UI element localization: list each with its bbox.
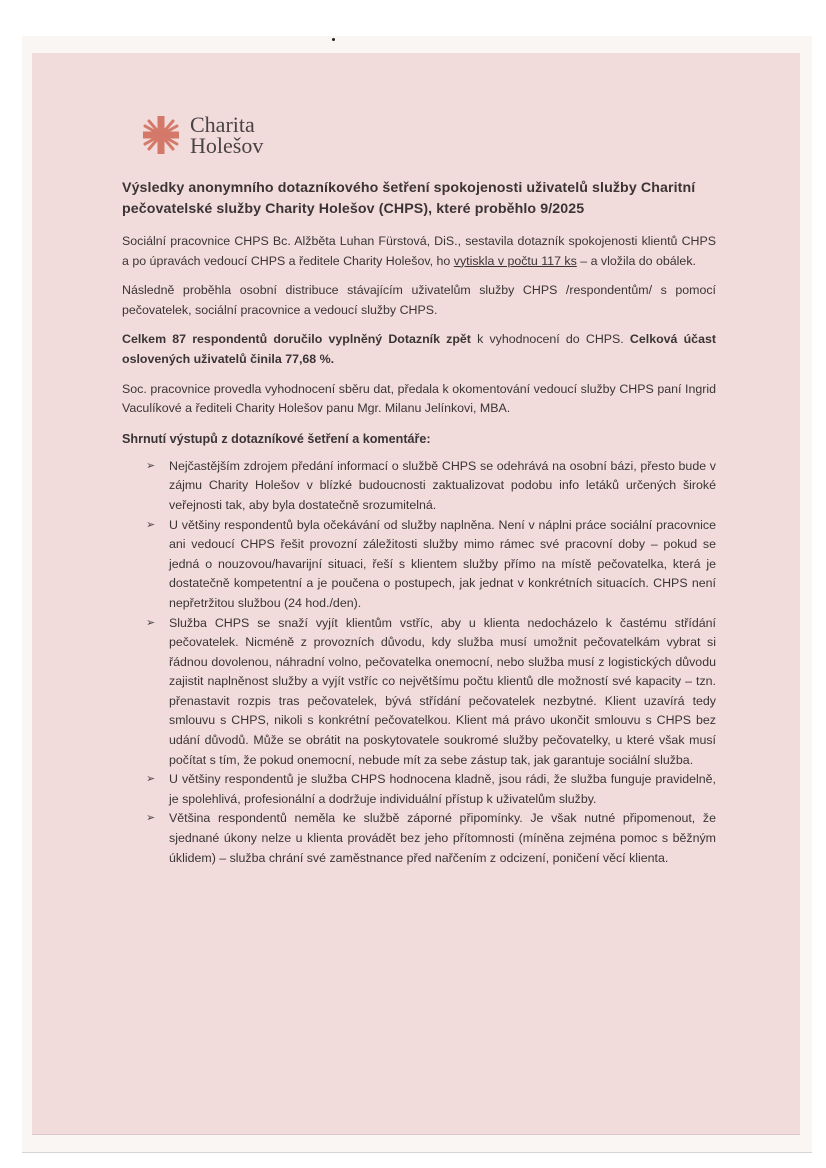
arrow-bullet-icon: ➢ [146, 518, 156, 531]
summary-item-text: Nejčastějším zdrojem předání informací o službě CHPS se odehrává na osobní bázi, přesto bude v zájmu Charity Holešov v blízké budoucnosti zaktualizovat podobu info letáků určených široké veřejnosti tak, aby byla dostatečně srozumitelná. [169, 458, 716, 512]
summary-item [146, 770, 716, 809]
arrow-bullet-icon: ➢ [146, 812, 156, 825]
paragraph-distribution: Následně proběhla osobní distribuce stávajícím uživatelům služby CHPS /respondentům/ s pomocí pečovatelek, sociální pracovnice a vedoucí služby CHPS. [122, 283, 716, 317]
paragraph3-normal: k vyhodnocení do CHPS. [470, 332, 630, 347]
summary-list [146, 457, 716, 868]
paragraph3-bold-a: Celkem 87 respondentů doručilo vyplněný Dotazník zpět [122, 332, 471, 347]
paragraph1-text-a: Sociální pracovnice CHPS Bc. Alžběta Luhan Fürstová, DiS., sestavila dotazník spokojenosti klientů CHPS a po úpravách vedoucí CHPS a ředitele Charity Holešov, ho [122, 234, 716, 268]
summary-item-text: U většiny respondentů je služba CHPS hodnocena kladně, jsou rádi, že služba funguje pravidelně, je spolehlivá, profesionální a dodržuje individuální přístup k uživatelům služby. [169, 772, 716, 806]
summary-item [146, 614, 716, 771]
arrow-bullet-icon: ➢ [146, 773, 156, 786]
summary-heading: Shrnutí výstupů z dotazníkové šetření a komentáře: [122, 431, 431, 446]
charita-cross-icon [140, 114, 182, 156]
paragraph1-text-b: – a vložila do obálek. [576, 253, 696, 268]
paragraph-response-rate [122, 330, 716, 369]
arrow-bullet-icon: ➢ [146, 459, 156, 472]
summary-item [146, 516, 716, 614]
document-title: Výsledky anonymního dotazníkového šetření spokojenosti uživatelů služby Charitní pečovatelské služby Charity Holešov (CHPS), které proběhlo 9/2025 [122, 180, 696, 217]
paragraph-evaluation: Soc. pracovnice provedla vyhodnocení sběru dat, předala k okomentování vedoucí služby CHPS paní Ingrid Vaculíkové a řediteli Charity Holešov panu Mgr. Milanu Jelínkovi, MBA. [122, 381, 716, 416]
document-body [122, 178, 716, 868]
summary-item-text: U většiny respondentů byla očekávání od služby naplněna. Není v náplni práce sociální pracovnice ani vedoucí CHPS řešit provozní záležitosti služby mimo rámec své pracovní doby – pokud se jedná o nouzovou/havarijní situaci, řeší s klientem služby přímo na místě pečovatelka, která je dostatečně kompetentní a je poučena o postupech, jak jednat v konkrétních situacích. CHPS není nepřetržitou službou (24 hod./den). [169, 517, 716, 610]
logo-line-1: Charita [190, 112, 255, 137]
summary-item-text: Služba CHPS se snaží vyjít klientům vstříc, aby u klienta nedocházelo k častému střídání pečovatelek. Nicméně z provozních důvodu, kdy služba musí umožnit pečovatelkám vybrat si řádnou dovolenou, náhradní volno, pečovatelka onemocní, nebo služba musí z logistických důvodu zajistit naplněnost služby a vyjít vstříc co největšímu počtu klientů dle možností své kapacity – tzn. přenastavit rozpis tras pečovatelek, bývá střídání pečovatelek nezbytné. Klient uzavírá tedy smlouvu s CHPS, nikoli s konkrétní pečovatelkou. Klient má právo ukončit smlouvu s CHPS bez udání důvodů. Může se obrátit na poskytovatele soukromé služby pečovatelky, u které však musí počítat s tím, že pokud onemocní, nebude mít za sebe zástup tak, jak garantuje sociální služba. [169, 615, 716, 767]
logo-line-2: Holešov [190, 133, 264, 158]
paragraph-questionnaire-preparation [122, 232, 716, 271]
summary-item [146, 457, 716, 516]
paragraph1-underlined: vytiskla v počtu 117 ks [453, 253, 577, 268]
charita-logo [140, 114, 263, 156]
scan-speck [332, 38, 335, 41]
summary-item [146, 809, 716, 868]
arrow-bullet-icon: ➢ [146, 616, 156, 629]
paragraph3-bold-b: Celková účast oslovených uživatelů činila 77,68 %. [122, 332, 716, 366]
summary-item-text: Většina respondentů neměla ke službě záporné připomínky. Je však nutné připomenout, že sjednané úkony nelze u klienta provádět bez jeho přítomnosti (míněna zejména pomoc s běžným úklidem) – služba chrání své zaměstnance před nařčením z odcizení, poničení věcí klienta. [169, 811, 716, 865]
